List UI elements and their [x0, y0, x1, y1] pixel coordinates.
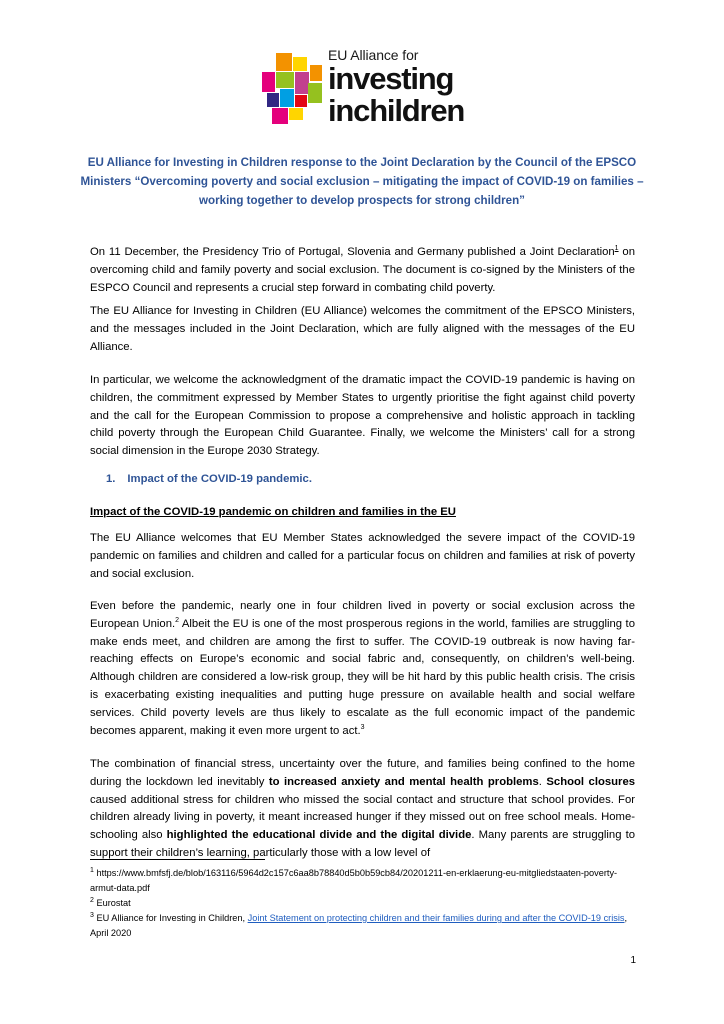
document-title: EU Alliance for Investing in Children response to the Joint Declaration by the Council of the EPSCO Ministers “Overcoming poverty and social exclusion – mitigating the impact of COVID-19 on families – working together to develop prospects for strong children” — [80, 156, 644, 207]
logo-line3: inchildren — [328, 93, 465, 128]
p1-rest-text: on overcoming child and family poverty and social exclusion. The document is co-signed by the Ministers of the ESPCO Council and represents a crucial step forward in combating child poverty. — [90, 246, 635, 294]
logo-line1: EU Alliance for — [328, 47, 419, 63]
footnote-ref-3[interactable]: 3 — [360, 723, 365, 731]
section-heading — [106, 470, 324, 488]
footnote-2 — [90, 896, 635, 911]
footnote-3-text-a: EU Alliance for Investing in Children, — [93, 913, 248, 923]
logo-text — [328, 47, 478, 127]
subheading: Impact of the COVID-19 pandemic on children and families in the EU — [90, 506, 456, 518]
paragraph-pre-pandemic — [90, 598, 635, 740]
footnote-2-text: Eurostat — [93, 898, 131, 908]
p5b-text: Albeit the EU is one of the most prosperous regions in the world, families are struggling to make ends meet, and children are among the first to suffer. The COVID-19 outbreak is now having far-reaching effects on Europe’s economic and social fabric and, consequently, on children’s well-being. Although children are considered a low-risk group, they will be hit hard by this public health crisis. The crisis is exacerbating existing inequalities and putting huge pressure on available health and social welfare services. Child poverty levels are thus likely to escalate as the full economic impact of the pandemic becomes apparent, making it even more urgent to act. — [90, 617, 635, 737]
paragraph-lockdown — [90, 756, 635, 863]
p6-emphasis-anxiety: to increased anxiety and mental health problems — [268, 775, 539, 788]
p1-text: On 11 December, the Presidency Trio of Portugal, Slovenia and Germany published a Joint Declaration — [90, 246, 615, 258]
footnote-ref-1-num: 1 — [614, 245, 619, 253]
footnote-1-url[interactable]: https://www.bmfsfj.de/blob/163116/5964d2c157c6aa8b78840d5b0b59cb84/20201211-en-erklaerung-eu-mitgliedstaaten-poverty-armut-data.pdf — [90, 868, 618, 893]
footnote-3-number: 3 — [90, 911, 94, 919]
section-number: 1. — [106, 473, 116, 485]
paragraph-acknowledgment: In particular, we welcome the acknowledgment of the dramatic impact the COVID-19 pandemic is having on children, the commitment expressed by Member States to urgently prioritise the fight against child poverty and the call for the European Commission to propose a comprehensive and holistic approach in tackling child poverty through the European Child Guarantee. Finally, we welcome the Ministers’ call for a strong social dimension in the Europe 2030 Strategy. — [90, 374, 635, 458]
section-title: Impact of the COVID-19 pandemic. — [127, 473, 312, 485]
footnote-divider — [90, 859, 265, 860]
p6g-text: . Many parents are struggling to support their children’s learning, particularly those with a low level of — [90, 829, 635, 859]
p6a-text: The combination of financial stress, uncertainty over the future, and families being confined to the home during the lockdown led inevitably — [90, 758, 635, 788]
footnote-3-link[interactable]: Joint Statement on protecting children and their families during and after the COVID-19 crisis — [247, 913, 625, 923]
logo-line2: investing — [328, 61, 454, 96]
footnote-3-text-b: , April 2020 — [90, 913, 628, 938]
p5a-text: Even before the pandemic, nearly one in four children lived in poverty or social exclusion across the European Union. — [90, 600, 635, 630]
footnote-1-number: 1 — [90, 866, 94, 874]
footnote-1 — [90, 866, 635, 895]
logo-mosaic-icon — [262, 53, 324, 129]
p6-emphasis-school: School closures — [546, 775, 636, 788]
p6e-text: caused additional stress for children who missed the social contact and structure that school provides. For children already living in poverty, it meant increased hunger if they missed out on free school meals. Home-schooling also — [90, 793, 635, 842]
footnote-ref-2[interactable]: 2 — [175, 617, 180, 625]
footnote-2-number: 2 — [90, 896, 94, 904]
paragraph-welcome: The EU Alliance for Investing in Children (EU Alliance) welcomes the commitment of the EPSCO Ministers, and the messages included in the Joint Declaration, which are fully aligned with the messages of the EU Alliance. — [90, 305, 635, 353]
paragraph-member-states: The EU Alliance welcomes that EU Member States acknowledged the severe impact of the COVID-19 pandemic on families and children and called for a particular focus on children and families at risk of poverty and social exclusion. — [90, 532, 635, 580]
p6c-text: . — [538, 775, 547, 788]
p6-emphasis-divide: highlighted the educational divide and the digital divide — [166, 829, 472, 842]
alliance-logo — [262, 47, 472, 137]
footnote-3 — [90, 911, 635, 940]
page-number: 1 — [630, 955, 636, 966]
paragraph-intro — [90, 244, 635, 297]
